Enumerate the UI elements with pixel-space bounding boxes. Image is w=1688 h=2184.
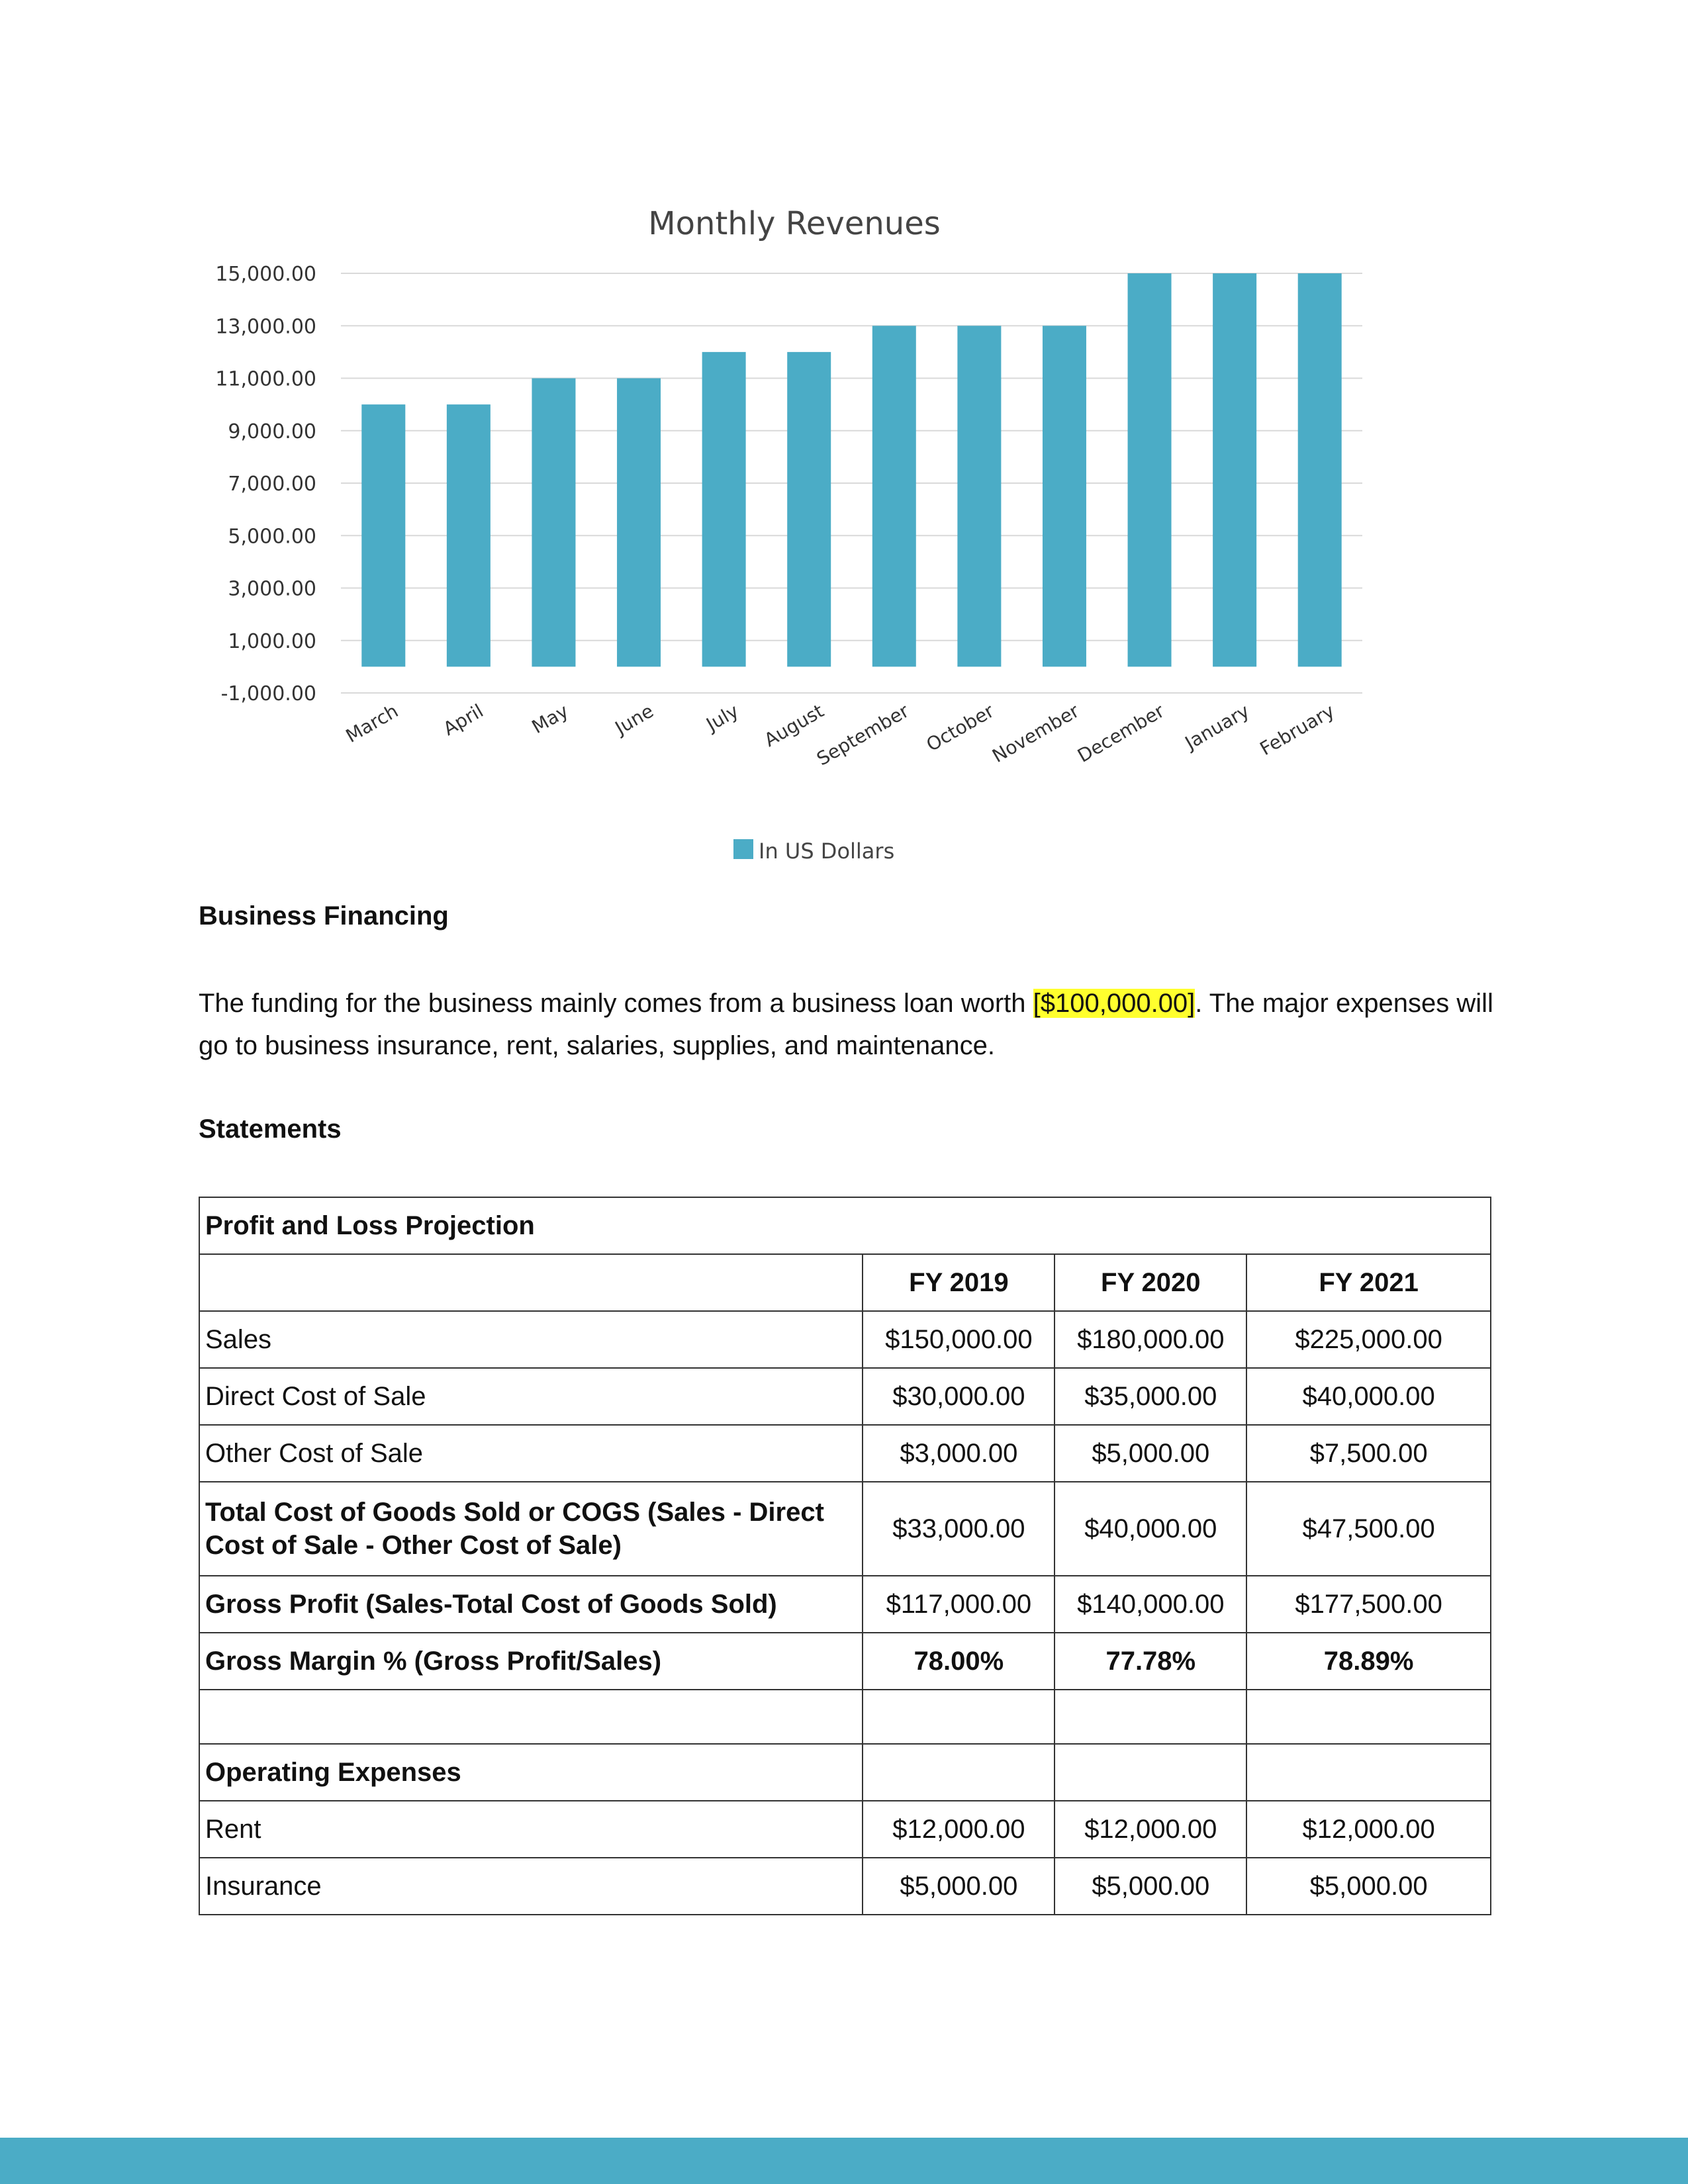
row-label: Direct Cost of Sale [199, 1368, 863, 1425]
y-tick-label: 13,000.00 [215, 315, 316, 339]
empty-cell [1055, 1744, 1246, 1801]
row-value: $180,000.00 [1055, 1311, 1246, 1368]
row-value: $30,000.00 [863, 1368, 1055, 1425]
table-row-other-cost [199, 1425, 1491, 1482]
x-tick-label: October [922, 700, 998, 756]
legend-label: In US Dollars [759, 839, 895, 864]
x-tick-label: May [528, 700, 573, 739]
empty-cell [1246, 1744, 1491, 1801]
bar [1128, 273, 1172, 666]
row-value: $35,000.00 [1055, 1368, 1246, 1425]
table-row-sales [199, 1311, 1491, 1368]
row-label: Gross Profit (Sales-Total Cost of Goods Sold) [199, 1576, 863, 1633]
header-blank-cell [199, 1254, 863, 1311]
x-tick-label: August [760, 700, 828, 752]
table-row-spacer [199, 1690, 1491, 1744]
y-tick-label: 11,000.00 [215, 367, 316, 391]
financing-text-before: The funding for the business mainly comes from a business loan worth [199, 989, 1033, 1018]
x-tick-label: September [813, 700, 913, 770]
row-value: $5,000.00 [863, 1858, 1055, 1915]
row-label: Other Cost of Sale [199, 1425, 863, 1482]
row-value: 77.78% [1055, 1633, 1246, 1690]
bar [1213, 273, 1256, 666]
table-row-rent [199, 1801, 1491, 1858]
row-label: Sales [199, 1311, 863, 1368]
table-row-direct-cost [199, 1368, 1491, 1425]
empty-cell [199, 1690, 863, 1744]
table-header-row [199, 1254, 1491, 1311]
row-label: Gross Margin % (Gross Profit/Sales) [199, 1633, 863, 1690]
chart-title: Monthly Revenues [648, 205, 941, 242]
y-tick-label: 1,000.00 [228, 629, 316, 653]
row-value: $150,000.00 [863, 1311, 1055, 1368]
empty-cell [863, 1744, 1055, 1801]
bar [702, 352, 746, 667]
bar [787, 352, 831, 667]
row-value: $5,000.00 [1055, 1425, 1246, 1482]
row-value: $12,000.00 [863, 1801, 1055, 1858]
row-value: $12,000.00 [1055, 1801, 1246, 1858]
row-value: $5,000.00 [1246, 1858, 1491, 1915]
x-tick-label: July [702, 700, 743, 736]
y-tick-label: 9,000.00 [228, 420, 316, 443]
row-value: $177,500.00 [1246, 1576, 1491, 1633]
bar [872, 326, 916, 666]
table-title-row [199, 1197, 1491, 1254]
table-row-insurance [199, 1858, 1491, 1915]
year-header: FY 2021 [1246, 1254, 1491, 1311]
row-value: $140,000.00 [1055, 1576, 1246, 1633]
bar [617, 379, 661, 667]
row-label: Total Cost of Goods Sold or COGS (Sales - Direct Cost of Sale - Other Cost of Sale) [199, 1482, 863, 1576]
bar [957, 326, 1001, 666]
loan-amount-highlight: [$100,000.00] [1033, 989, 1196, 1018]
year-header: FY 2019 [863, 1254, 1055, 1311]
row-label: Insurance [199, 1858, 863, 1915]
statements-heading: Statements [199, 1115, 342, 1144]
empty-cell [1246, 1690, 1491, 1744]
row-label: Operating Expenses [199, 1744, 863, 1801]
chart-gridlines [341, 273, 1362, 693]
y-axis-labels [215, 263, 316, 705]
bar [447, 404, 491, 666]
table-title: Profit and Loss Projection [199, 1197, 1491, 1254]
y-tick-label: 15,000.00 [215, 263, 316, 286]
footer-bar [0, 2138, 1688, 2184]
x-axis-labels [342, 700, 1338, 770]
bar [1298, 273, 1342, 666]
x-tick-label: February [1256, 700, 1338, 760]
x-tick-label: November [988, 700, 1083, 767]
financing-text-after: . The major expenses will go to business insurance, rent, salaries, supplies, and maintenance. [199, 989, 1493, 1060]
profit-loss-table [199, 1197, 1491, 1915]
row-value: $5,000.00 [1055, 1858, 1246, 1915]
table-row-gross-margin [199, 1633, 1491, 1690]
x-tick-label: April [439, 700, 487, 741]
row-value: 78.89% [1246, 1633, 1491, 1690]
row-value: $12,000.00 [1246, 1801, 1491, 1858]
table-row-operating-expenses [199, 1744, 1491, 1801]
x-tick-label: December [1074, 700, 1168, 767]
table-row-cogs [199, 1482, 1491, 1576]
y-tick-label: 7,000.00 [228, 473, 316, 496]
monthly-revenues-chart [0, 0, 1688, 887]
year-header: FY 2020 [1055, 1254, 1246, 1311]
x-tick-label: March [342, 700, 402, 747]
row-value: $117,000.00 [863, 1576, 1055, 1633]
bar [532, 379, 575, 667]
legend-swatch [733, 839, 753, 859]
chart-legend [733, 839, 894, 864]
bar [361, 404, 405, 666]
y-tick-label: -1,000.00 [220, 682, 316, 705]
x-tick-label: June [611, 700, 657, 739]
row-value: $40,000.00 [1055, 1482, 1246, 1576]
row-value: $40,000.00 [1246, 1368, 1491, 1425]
business-financing-heading: Business Financing [199, 901, 449, 931]
empty-cell [863, 1690, 1055, 1744]
table-row-gross-profit [199, 1576, 1491, 1633]
financing-paragraph [199, 982, 1496, 1067]
empty-cell [1055, 1690, 1246, 1744]
row-value: $3,000.00 [863, 1425, 1055, 1482]
row-value: $47,500.00 [1246, 1482, 1491, 1576]
x-tick-label: January [1181, 700, 1254, 754]
bar [1043, 326, 1086, 666]
row-value: $225,000.00 [1246, 1311, 1491, 1368]
y-tick-label: 5,000.00 [228, 525, 316, 549]
row-value: $33,000.00 [863, 1482, 1055, 1576]
row-label: Rent [199, 1801, 863, 1858]
row-value: $7,500.00 [1246, 1425, 1491, 1482]
row-value: 78.00% [863, 1633, 1055, 1690]
chart-bars [361, 273, 1341, 666]
y-tick-label: 3,000.00 [228, 577, 316, 601]
